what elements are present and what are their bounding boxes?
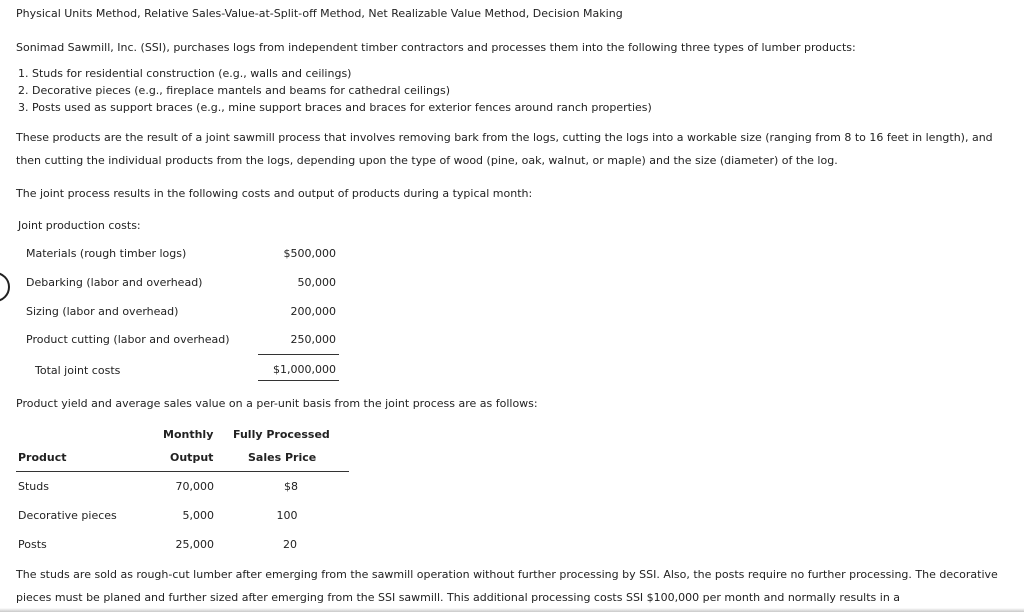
header-monthly: Monthly <box>163 428 214 441</box>
processing-paragraph: The studs are sold as rough-cut lumber after emerging from the sawmill operation without further processing by SSI. Also, the posts require no further processing. The decorative pieces must be planed and further sized after emerging from the SSI sawmill. This additional processing costs SSI $100,000 per month and normally results in a <box>16 568 998 604</box>
table-row-product: Studs <box>18 480 49 493</box>
page-edge-shadow <box>0 608 1024 612</box>
table-header-rule <box>16 471 349 472</box>
header-fully-processed: Fully Processed <box>233 428 330 441</box>
cost-value: 200,000 <box>290 305 336 318</box>
total-label: Total joint costs <box>35 364 121 377</box>
table-row-product: Posts <box>18 538 47 551</box>
total-value: $1,000,000 <box>273 363 336 376</box>
cost-value: 250,000 <box>290 333 336 346</box>
joint-costs-heading: Joint production costs: <box>18 219 141 232</box>
table-row-output: 25,000 <box>175 538 214 551</box>
cost-label: Materials (rough timber logs) <box>26 247 187 260</box>
table-row-price: 20 <box>283 538 297 551</box>
table-row-price: $8 <box>284 480 298 493</box>
list-item: 2. Decorative pieces (e.g., fireplace mantels and beams for cathedral ceilings) <box>18 84 450 97</box>
table-row-output: 70,000 <box>175 480 214 493</box>
header-output: Output <box>170 451 214 464</box>
cost-value: 50,000 <box>297 276 336 289</box>
list-item: 1. Studs for residential construction (e.g., walls and ceilings) <box>18 67 352 80</box>
costs-intro-paragraph: The joint process results in the following costs and output of products during a typical month: <box>16 187 533 200</box>
header-sales-price: Sales Price <box>248 451 317 464</box>
scroll-indicator-arc <box>0 272 10 302</box>
intro-text: Sonimad Sawmill, Inc. (SSI), purchases logs from independent timber contractors and processes them into the following three types of lumber products: <box>16 41 856 54</box>
table-row-output: 5,000 <box>182 509 214 522</box>
page-title: Physical Units Method, Relative Sales-Value-at-Split-off Method, Net Realizable Value Method, Decision Making <box>16 7 623 20</box>
cost-label: Product cutting (labor and overhead) <box>26 333 230 346</box>
header-product: Product <box>18 451 67 464</box>
cost-label: Sizing (labor and overhead) <box>26 305 179 318</box>
yield-intro: Product yield and average sales value on a per-unit basis from the joint process are as follows: <box>16 397 538 410</box>
process-paragraph: These products are the result of a joint sawmill process that involves removing bark from the logs, cutting the logs into a workable size (ranging from 8 to 16 feet in length), and then cutting the individual products from the logs, depending upon the type of wood (pine, oak, walnut, or maple) and the size (diameter) of the log. <box>16 131 993 167</box>
table-row-price: 100 <box>276 509 298 522</box>
table-row-product: Decorative pieces <box>18 509 117 522</box>
cost-value: $500,000 <box>283 247 336 260</box>
total-rule-bottom <box>258 380 339 381</box>
cost-label: Debarking (labor and overhead) <box>26 276 203 289</box>
list-item: 3. Posts used as support braces (e.g., mine support braces and braces for exterior fences around ranch properties) <box>18 101 652 114</box>
total-rule-top <box>258 354 339 355</box>
